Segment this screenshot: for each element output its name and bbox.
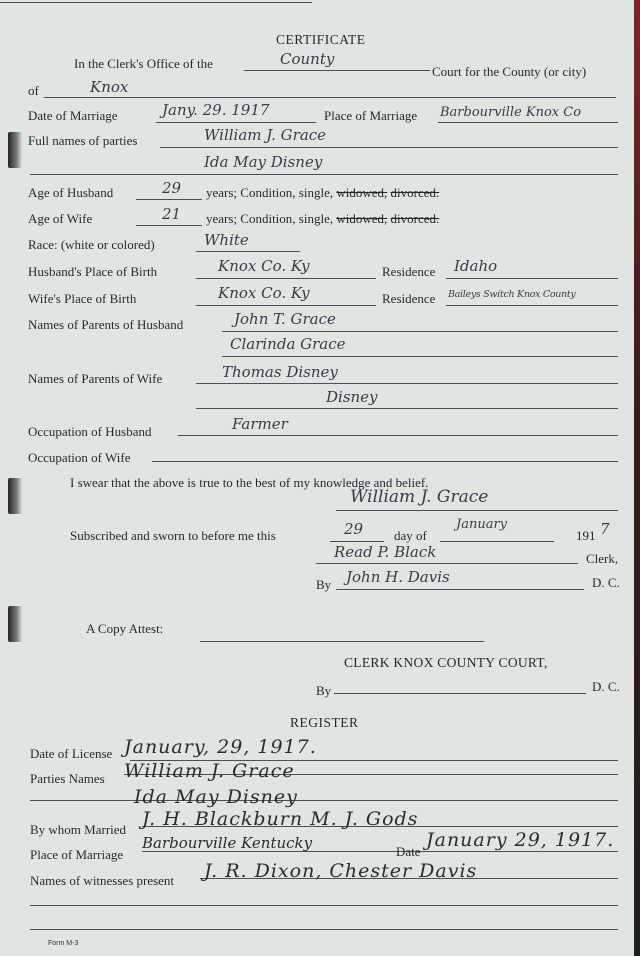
clerks-office-value: County: [280, 50, 335, 68]
rule: [152, 461, 618, 462]
binder-tab: [8, 132, 22, 168]
date-license-value: January, 29, 1917.: [124, 736, 317, 758]
rule: [222, 356, 618, 357]
by-label: By: [316, 577, 332, 592]
wife-birth-label: Wife's Place of Birth: [28, 291, 137, 306]
rule: [30, 800, 618, 801]
day-value: 29: [344, 520, 364, 538]
rule: [446, 278, 618, 279]
rule: [160, 147, 618, 148]
parents-husband-label: Names of Parents of Husband: [28, 317, 184, 332]
witnesses-value: J. R. Dixon, Chester Davis: [204, 860, 478, 882]
register-title: REGISTER: [290, 715, 359, 730]
month-value: January: [456, 517, 508, 532]
year-printed: 191: [576, 528, 596, 543]
copy-attest-label: A Copy Attest:: [86, 621, 164, 636]
place-value: Barbourville Kentucky: [142, 834, 313, 852]
swear-statement: I swear that the above is true to the best of my knowledge and belief.: [70, 475, 429, 490]
condition-label: years; Condition, single, widowed, divorced.: [206, 211, 440, 226]
parents-wife-value-2: Disney: [326, 388, 378, 406]
binder-tab: [8, 478, 22, 514]
rule: [136, 225, 202, 226]
witnesses-label: Names of witnesses present: [30, 873, 175, 888]
rule: [316, 563, 578, 564]
party2-value: Ida May Disney: [204, 153, 323, 171]
top-rule: [0, 2, 312, 3]
residence-label: Residence: [382, 264, 436, 279]
rule: [196, 383, 618, 384]
signature-value: William J. Grace: [350, 487, 489, 507]
county-value: Knox: [90, 78, 129, 96]
date-label: Date: [396, 844, 421, 859]
parents-husband-value-2: Clarinda Grace: [230, 335, 346, 353]
of-label: of: [28, 83, 39, 98]
binder-tab: [8, 606, 22, 642]
clerk-label: Clerk,: [586, 551, 619, 566]
condition-label: years; Condition, single, widowed, divorced.: [206, 185, 440, 200]
page-edge: [634, 0, 640, 956]
clerk-knox-label: CLERK KNOX COUNTY COURT,: [344, 655, 548, 670]
rule: [336, 510, 618, 511]
date-of-marriage-label: Date of Marriage: [28, 108, 118, 123]
race-label: Race: (white or colored): [28, 237, 155, 252]
court-for-county-label: Court for the County (or city): [432, 64, 587, 79]
place-of-marriage-label: Place of Marriage: [324, 108, 418, 123]
parties-value-1: William J. Grace: [124, 760, 295, 782]
rule: [196, 251, 300, 252]
wife-residence-value: Baileys Switch Knox County: [448, 289, 576, 300]
married-by-label: By whom Married: [30, 822, 127, 837]
age-wife-label: Age of Wife: [28, 211, 93, 226]
rule: [446, 305, 618, 306]
date-of-marriage-value: Jany. 29. 1917: [162, 101, 270, 119]
age-husband-value: 29: [162, 179, 182, 197]
date-license-label: Date of License: [30, 746, 113, 761]
deputy-signature: John H. Davis: [346, 568, 450, 586]
clerk-signature: Read P. Black: [334, 543, 437, 561]
certificate-title: CERTIFICATE: [276, 32, 366, 47]
by-label: By: [316, 683, 332, 698]
rule: [336, 589, 584, 590]
place-label: Place of Marriage: [30, 847, 124, 862]
age-husband-label: Age of Husband: [28, 185, 114, 200]
rule: [330, 541, 384, 542]
rule: [178, 435, 618, 436]
rule: [136, 199, 202, 200]
husband-birth-label: Husband's Place of Birth: [28, 264, 158, 279]
rule: [440, 541, 554, 542]
rule: [334, 693, 586, 694]
date-value: January 29, 1917.: [426, 829, 615, 851]
dc-label: D. C.: [592, 575, 620, 590]
rule: [44, 97, 616, 98]
subscribed-label: Subscribed and sworn to before me this: [70, 528, 276, 543]
husband-residence-value: Idaho: [454, 257, 498, 275]
occupation-wife-label: Occupation of Wife: [28, 450, 131, 465]
parents-husband-value-1: John T. Grace: [234, 310, 336, 328]
dc-label: D. C.: [592, 679, 620, 694]
party1-value: William J. Grace: [204, 126, 327, 144]
occupation-husband-value: Farmer: [232, 415, 288, 433]
rule: [30, 174, 618, 175]
day-of-label: day of: [394, 528, 427, 543]
full-names-label: Full names of parties: [28, 133, 138, 148]
rule: [30, 929, 618, 930]
parties-label: Parties Names: [30, 771, 105, 786]
residence-label: Residence: [382, 291, 436, 306]
rule: [438, 122, 618, 123]
clerks-office-label: In the Clerk's Office of the: [74, 56, 213, 71]
rule: [30, 905, 618, 906]
rule: [196, 278, 376, 279]
wife-birth-value: Knox Co. Ky: [218, 284, 310, 302]
rule: [196, 305, 376, 306]
parents-wife-value-1: Thomas Disney: [222, 363, 338, 381]
rule: [222, 331, 618, 332]
married-by-value: J. H. Blackburn M. J. Gods: [142, 808, 419, 830]
rule: [200, 641, 484, 642]
form-id: Form M-3: [48, 940, 79, 947]
rule: [156, 122, 316, 123]
parents-wife-label: Names of Parents of Wife: [28, 371, 163, 386]
age-wife-value: 21: [162, 205, 182, 223]
rule: [244, 70, 430, 71]
occupation-husband-label: Occupation of Husband: [28, 424, 152, 439]
race-value: White: [204, 231, 249, 249]
place-of-marriage-value: Barbourville Knox Co: [440, 105, 582, 120]
husband-birth-value: Knox Co. Ky: [218, 257, 310, 275]
year-value: 7: [600, 520, 610, 538]
parties-value-2: Ida May Disney: [134, 786, 298, 808]
rule: [196, 408, 618, 409]
